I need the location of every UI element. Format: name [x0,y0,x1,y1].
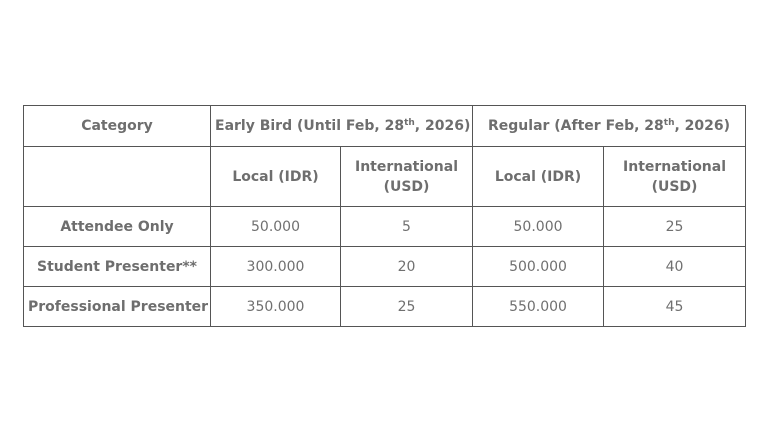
regular-header [473,106,746,147]
regular-international-header [604,147,746,207]
early-intl-value: 25 [341,287,473,327]
registration-fee-table [23,105,746,327]
table-row [24,207,746,247]
regular-local-header-label: Local (IDR) [494,168,582,185]
regular-local-header [473,147,604,207]
early-bird-header-suffix: , 2026) [414,118,471,134]
early-international-header-line2: (USD) [383,178,430,195]
early-bird-header [211,106,473,147]
category-header [24,106,211,147]
table-row [24,287,746,327]
early-local-value: 300.000 [211,247,341,287]
early-bird-header-sup: th [404,118,415,128]
regular-intl-value: 25 [604,207,746,247]
category-header-label: Category [81,118,153,134]
early-intl-value: 20 [341,247,473,287]
early-local-header-label: Local (IDR) [232,168,319,185]
regular-international-header-line1: International [623,158,727,175]
table-row [24,247,746,287]
regular-local-value: 500.000 [473,247,604,287]
table-subheader-row [24,147,746,207]
early-bird-header-prefix: Early Bird (Until Feb, 28 [215,118,405,134]
regular-header-prefix: Regular (After Feb, 28 [488,118,664,134]
regular-header-suffix: , 2026) [674,118,731,134]
row-category: Attendee Only [24,207,211,247]
regular-header-sup: th [663,118,675,128]
early-international-header-line1: International [355,158,459,175]
regular-intl-value: 40 [604,247,746,287]
row-category: Professional Presenter [24,287,211,327]
regular-local-value: 50.000 [473,207,604,247]
empty-subheader-cell [24,147,211,207]
early-local-value: 350.000 [211,287,341,327]
early-local-value: 50.000 [211,207,341,247]
early-intl-value: 5 [341,207,473,247]
regular-international-header-line2: (USD) [651,178,698,195]
row-category: Student Presenter** [24,247,211,287]
early-international-header [341,147,473,207]
early-local-header [211,147,341,207]
regular-intl-value: 45 [604,287,746,327]
table-header-row [24,106,746,147]
regular-local-value: 550.000 [473,287,604,327]
